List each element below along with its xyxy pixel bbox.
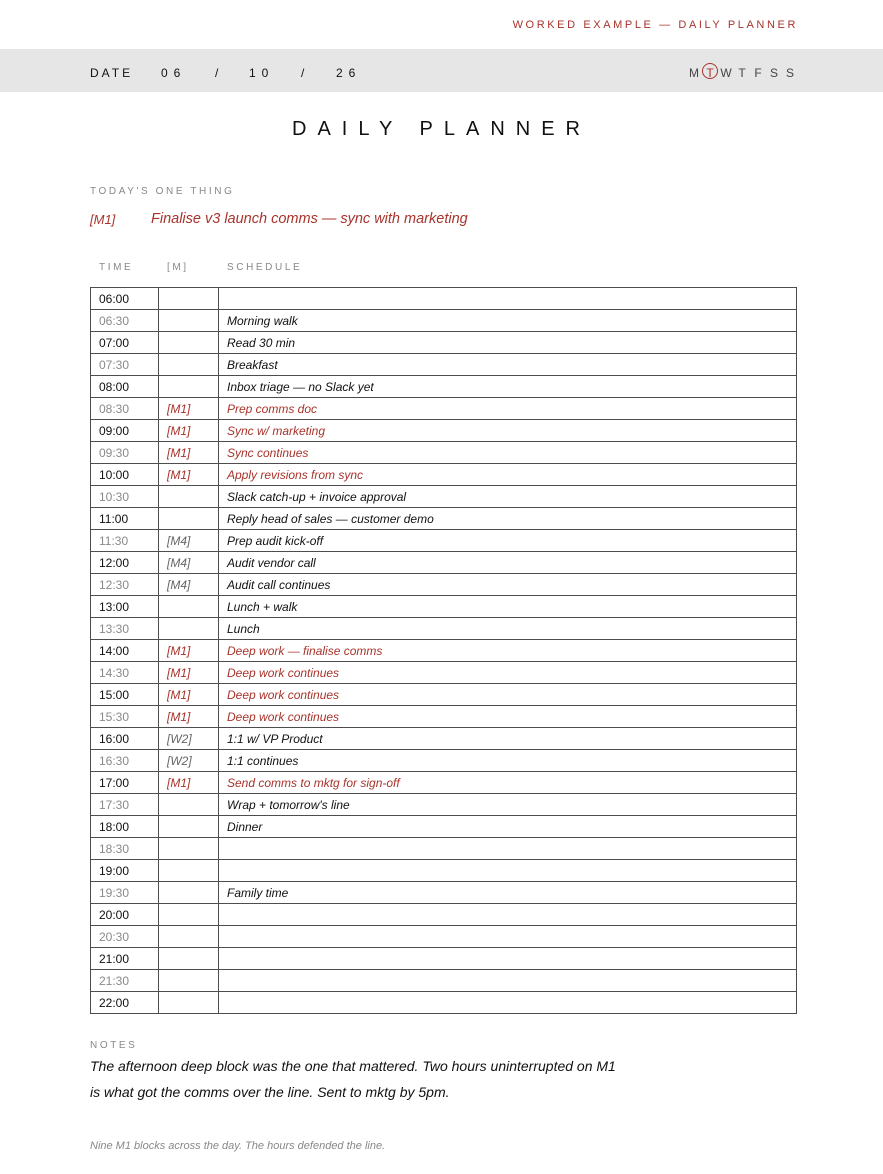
- weekday-option[interactable]: F: [754, 66, 762, 80]
- task-cell[interactable]: Send comms to mktg for sign-off: [219, 772, 797, 794]
- weekday-selector: [686, 66, 798, 80]
- tag-cell[interactable]: [159, 970, 219, 992]
- tag-cell[interactable]: [159, 992, 219, 1014]
- tag-cell[interactable]: [159, 794, 219, 816]
- schedule-row: [91, 288, 797, 310]
- schedule-table: [90, 287, 797, 1014]
- time-cell: 10:00: [91, 464, 159, 486]
- tag-cell[interactable]: [M1]: [159, 420, 219, 442]
- tag-cell[interactable]: [159, 376, 219, 398]
- schedule-row: [91, 420, 797, 442]
- time-cell: 14:30: [91, 662, 159, 684]
- one-thing-tag: [M1]: [90, 212, 116, 227]
- weekday-option[interactable]: T: [738, 66, 746, 80]
- schedule-row: [91, 310, 797, 332]
- schedule-row: [91, 750, 797, 772]
- task-cell[interactable]: [219, 904, 797, 926]
- task-cell[interactable]: Apply revisions from sync: [219, 464, 797, 486]
- time-cell: 09:00: [91, 420, 159, 442]
- tag-cell[interactable]: [W2]: [159, 728, 219, 750]
- task-cell[interactable]: Sync continues: [219, 442, 797, 464]
- time-column-header: TIME: [99, 262, 134, 273]
- footer-caption: Nine M1 blocks across the day. The hours defended the line.: [90, 1140, 386, 1152]
- tag-column-header: [M]: [167, 262, 189, 273]
- schedule-row: [91, 838, 797, 860]
- tag-cell[interactable]: [M1]: [159, 684, 219, 706]
- schedule-row: [91, 376, 797, 398]
- weekday-option[interactable]: T: [702, 66, 718, 80]
- page-title: DAILY PLANNER: [292, 118, 591, 140]
- task-cell[interactable]: Reply head of sales — customer demo: [219, 508, 797, 530]
- date-band: [0, 49, 883, 92]
- time-cell: 07:00: [91, 332, 159, 354]
- task-cell[interactable]: Dinner: [219, 816, 797, 838]
- schedule-row: [91, 618, 797, 640]
- task-cell[interactable]: [219, 860, 797, 882]
- time-cell: 09:30: [91, 442, 159, 464]
- schedule-row: [91, 816, 797, 838]
- time-cell: 15:30: [91, 706, 159, 728]
- tag-cell[interactable]: [M1]: [159, 442, 219, 464]
- task-cell[interactable]: 1:1 continues: [219, 750, 797, 772]
- time-cell: 13:30: [91, 618, 159, 640]
- schedule-row: [91, 486, 797, 508]
- one-thing-label: TODAY'S ONE THING: [90, 186, 235, 197]
- task-cell[interactable]: Audit vendor call: [219, 552, 797, 574]
- time-cell: 20:00: [91, 904, 159, 926]
- worked-example-label: WORKED EXAMPLE — DAILY PLANNER: [512, 19, 798, 31]
- notes-line[interactable]: is what got the comms over the line. Sent to mktg by 5pm.: [90, 1084, 450, 1100]
- date-separator: /: [215, 66, 225, 80]
- tag-cell[interactable]: [159, 926, 219, 948]
- schedule-row: [91, 882, 797, 904]
- schedule-row: [91, 948, 797, 970]
- tag-cell[interactable]: [M1]: [159, 772, 219, 794]
- tag-cell[interactable]: [159, 816, 219, 838]
- schedule-row: [91, 508, 797, 530]
- date-separator: /: [301, 66, 311, 80]
- weekday-option[interactable]: W: [720, 66, 732, 80]
- schedule-row: [91, 398, 797, 420]
- schedule-row: [91, 904, 797, 926]
- time-cell: 08:00: [91, 376, 159, 398]
- tag-cell[interactable]: [M1]: [159, 662, 219, 684]
- date-label: DATE: [90, 66, 134, 80]
- task-cell[interactable]: [219, 970, 797, 992]
- schedule-row: [91, 662, 797, 684]
- one-thing-text[interactable]: Finalise v3 launch comms — sync with marketing: [151, 211, 468, 227]
- task-cell[interactable]: Morning walk: [219, 310, 797, 332]
- schedule-row: [91, 926, 797, 948]
- time-cell: 18:00: [91, 816, 159, 838]
- schedule-row: [91, 332, 797, 354]
- time-cell: 17:00: [91, 772, 159, 794]
- time-cell: 19:30: [91, 882, 159, 904]
- tag-cell[interactable]: [159, 288, 219, 310]
- date-month[interactable]: 06: [161, 66, 187, 80]
- task-cell[interactable]: [219, 288, 797, 310]
- task-cell[interactable]: Prep comms doc: [219, 398, 797, 420]
- time-cell: 11:30: [91, 530, 159, 552]
- schedule-row: [91, 640, 797, 662]
- task-cell[interactable]: Family time: [219, 882, 797, 904]
- task-cell[interactable]: Inbox triage — no Slack yet: [219, 376, 797, 398]
- time-cell: 06:00: [91, 288, 159, 310]
- schedule-column-header: SCHEDULE: [227, 262, 303, 273]
- schedule-row: [91, 728, 797, 750]
- time-cell: 22:00: [91, 992, 159, 1014]
- time-cell: 15:00: [91, 684, 159, 706]
- tag-cell[interactable]: [M4]: [159, 530, 219, 552]
- notes-label: NOTES: [90, 1040, 138, 1051]
- date-day[interactable]: 10: [249, 66, 275, 80]
- tag-cell[interactable]: [159, 354, 219, 376]
- time-cell: 14:00: [91, 640, 159, 662]
- task-cell[interactable]: Wrap + tomorrow's line: [219, 794, 797, 816]
- time-cell: 06:30: [91, 310, 159, 332]
- task-cell[interactable]: Lunch + walk: [219, 596, 797, 618]
- tag-cell[interactable]: [159, 948, 219, 970]
- weekday-option[interactable]: S: [769, 66, 778, 80]
- time-cell: 20:30: [91, 926, 159, 948]
- schedule-row: [91, 442, 797, 464]
- tag-cell[interactable]: [W2]: [159, 750, 219, 772]
- schedule-row: [91, 354, 797, 376]
- schedule-row: [91, 772, 797, 794]
- tag-cell[interactable]: [159, 882, 219, 904]
- task-cell[interactable]: Lunch: [219, 618, 797, 640]
- time-cell: 21:00: [91, 948, 159, 970]
- time-cell: 18:30: [91, 838, 159, 860]
- task-cell[interactable]: Sync w/ marketing: [219, 420, 797, 442]
- schedule-row: [91, 574, 797, 596]
- tag-cell[interactable]: [159, 860, 219, 882]
- tag-cell[interactable]: [M1]: [159, 640, 219, 662]
- schedule-row: [91, 596, 797, 618]
- task-cell[interactable]: Prep audit kick-off: [219, 530, 797, 552]
- time-cell: 13:00: [91, 596, 159, 618]
- tag-cell[interactable]: [159, 618, 219, 640]
- schedule-row: [91, 684, 797, 706]
- tag-cell[interactable]: [159, 486, 219, 508]
- task-cell[interactable]: [219, 948, 797, 970]
- date-year[interactable]: 26: [336, 66, 362, 80]
- task-cell[interactable]: [219, 926, 797, 948]
- time-cell: 17:30: [91, 794, 159, 816]
- task-cell[interactable]: Read 30 min: [219, 332, 797, 354]
- task-cell[interactable]: [219, 838, 797, 860]
- task-cell[interactable]: Deep work continues: [219, 662, 797, 684]
- schedule-row: [91, 530, 797, 552]
- schedule-row: [91, 970, 797, 992]
- schedule-row: [91, 860, 797, 882]
- tag-cell[interactable]: [159, 332, 219, 354]
- time-cell: 19:00: [91, 860, 159, 882]
- time-cell: 08:30: [91, 398, 159, 420]
- task-cell[interactable]: Deep work — finalise comms: [219, 640, 797, 662]
- schedule-row: [91, 706, 797, 728]
- task-cell[interactable]: Slack catch-up + invoice approval: [219, 486, 797, 508]
- tag-cell[interactable]: [159, 596, 219, 618]
- schedule-row: [91, 992, 797, 1014]
- task-cell[interactable]: Audit call continues: [219, 574, 797, 596]
- schedule-row: [91, 794, 797, 816]
- time-cell: 12:00: [91, 552, 159, 574]
- tag-cell[interactable]: [M1]: [159, 398, 219, 420]
- tag-cell[interactable]: [159, 838, 219, 860]
- schedule-row: [91, 464, 797, 486]
- tag-cell[interactable]: [159, 508, 219, 530]
- task-cell[interactable]: Deep work continues: [219, 706, 797, 728]
- task-cell[interactable]: Breakfast: [219, 354, 797, 376]
- task-cell[interactable]: Deep work continues: [219, 684, 797, 706]
- tag-cell[interactable]: [M4]: [159, 574, 219, 596]
- task-cell[interactable]: [219, 992, 797, 1014]
- time-cell: 16:00: [91, 728, 159, 750]
- tag-cell[interactable]: [159, 904, 219, 926]
- tag-cell[interactable]: [159, 310, 219, 332]
- task-cell[interactable]: 1:1 w/ VP Product: [219, 728, 797, 750]
- time-cell: 11:00: [91, 508, 159, 530]
- weekday-option[interactable]: S: [785, 66, 794, 80]
- time-cell: 10:30: [91, 486, 159, 508]
- time-cell: 16:30: [91, 750, 159, 772]
- time-cell: 21:30: [91, 970, 159, 992]
- tag-cell[interactable]: [M1]: [159, 706, 219, 728]
- weekday-option[interactable]: M: [689, 66, 699, 80]
- time-cell: 07:30: [91, 354, 159, 376]
- tag-cell[interactable]: [M4]: [159, 552, 219, 574]
- schedule-row: [91, 552, 797, 574]
- time-cell: 12:30: [91, 574, 159, 596]
- tag-cell[interactable]: [M1]: [159, 464, 219, 486]
- notes-line[interactable]: The afternoon deep block was the one that mattered. Two hours uninterrupted on M1: [90, 1058, 616, 1074]
